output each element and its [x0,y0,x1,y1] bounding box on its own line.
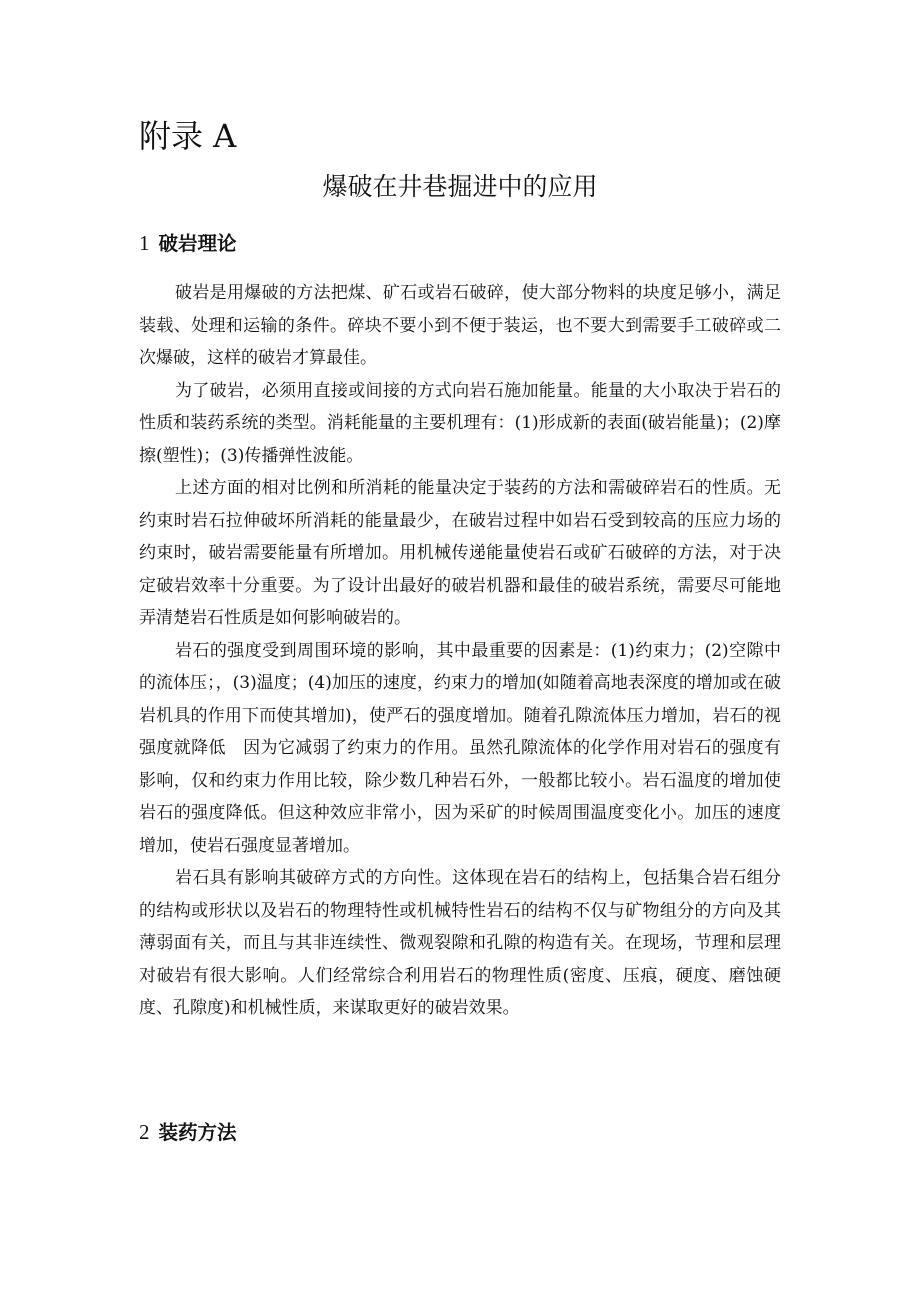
section-number: 2 [139,1120,150,1144]
section-1-body [139,277,781,1025]
section-number: 1 [139,231,150,255]
paragraph: 为了破岩，必须用直接或间接的方式向岩石施加能量。能量的大小取决于岩石的性质和装药系统的类型。消耗能量的主要机理有：(1)形成新的表面(破岩能量)；(2)摩擦(塑性)；(3)传播弹性波能。 [139,380,781,466]
appendix-title: 附录 A [139,117,237,155]
paragraph: 上述方面的相对比例和所消耗的能量决定于装药的方法和需破碎岩石的性质。无约束时岩石拉伸破坏所消耗的能量最少，在破岩过程中如岩石受到较高的压应力场的约束时，破岩需要能量有所增加。用机械传递能量使岩石或矿石破碎的方法，对于决定破岩效率十分重要。为了设计出最好的破岩机器和最佳的破岩系统，需要尽可能地弄清楚岩石性质是如何影响破岩的。 [139,478,781,628]
paragraph: 岩石的强度受到周围环境的影响，其中最重要的因素是：(1)约束力；(2)空隙中的流体压；，(3)温度；(4)加压的速度，约束力的增加(如随着高地表深度的增加或在破岩机具的作用下而使其增加)，使严石的强度增加。随着孔隙流体压力增加，岩石的视强度就降低 因为它减弱了约束力的作用。虽然孔隙流体的化学作用对岩石的强度有影响，仅和约束力作用比较，除少数几种岩石外，一般都比较小。岩石温度的增加使岩石的强度降低。但这种效应非常小，因为采矿的时候周围温度变化小。加压的速度增加，使岩石强度显著增加。 [139,640,781,856]
section-title: 破岩理论 [158,232,237,255]
paragraph: 破岩是用爆破的方法把煤、矿石或岩石破碎，使大部分物料的块度足够小，满足装载、处理和运输的条件。碎块不要小到不便于装运，也不要大到需要手工破碎或二次爆破，这样的破岩才算最佳。 [139,283,781,368]
paragraph: 岩石具有影响其破碎方式的方向性。这体现在岩石的结构上，包括集合岩石组分的结构或形状以及岩石的物理特性或机械特性岩石的结构不仅与矿物组分的方向及其薄弱面有关，而且与其非连续性、微观裂隙和孔隙的构造有关。在现场，节理和层理对破岩有很大影响。人们经常综合利用岩石的物理性质(密度、压痕，硬度、磨蚀硬度、孔隙度)和机械性质，来谋取更好的破岩效果。 [139,868,781,1018]
document-title: 爆破在井巷掘进中的应用 [322,172,598,201]
section-heading-2 [139,1116,237,1149]
section-title: 装药方法 [158,1121,237,1144]
section-heading-1 [139,227,237,260]
